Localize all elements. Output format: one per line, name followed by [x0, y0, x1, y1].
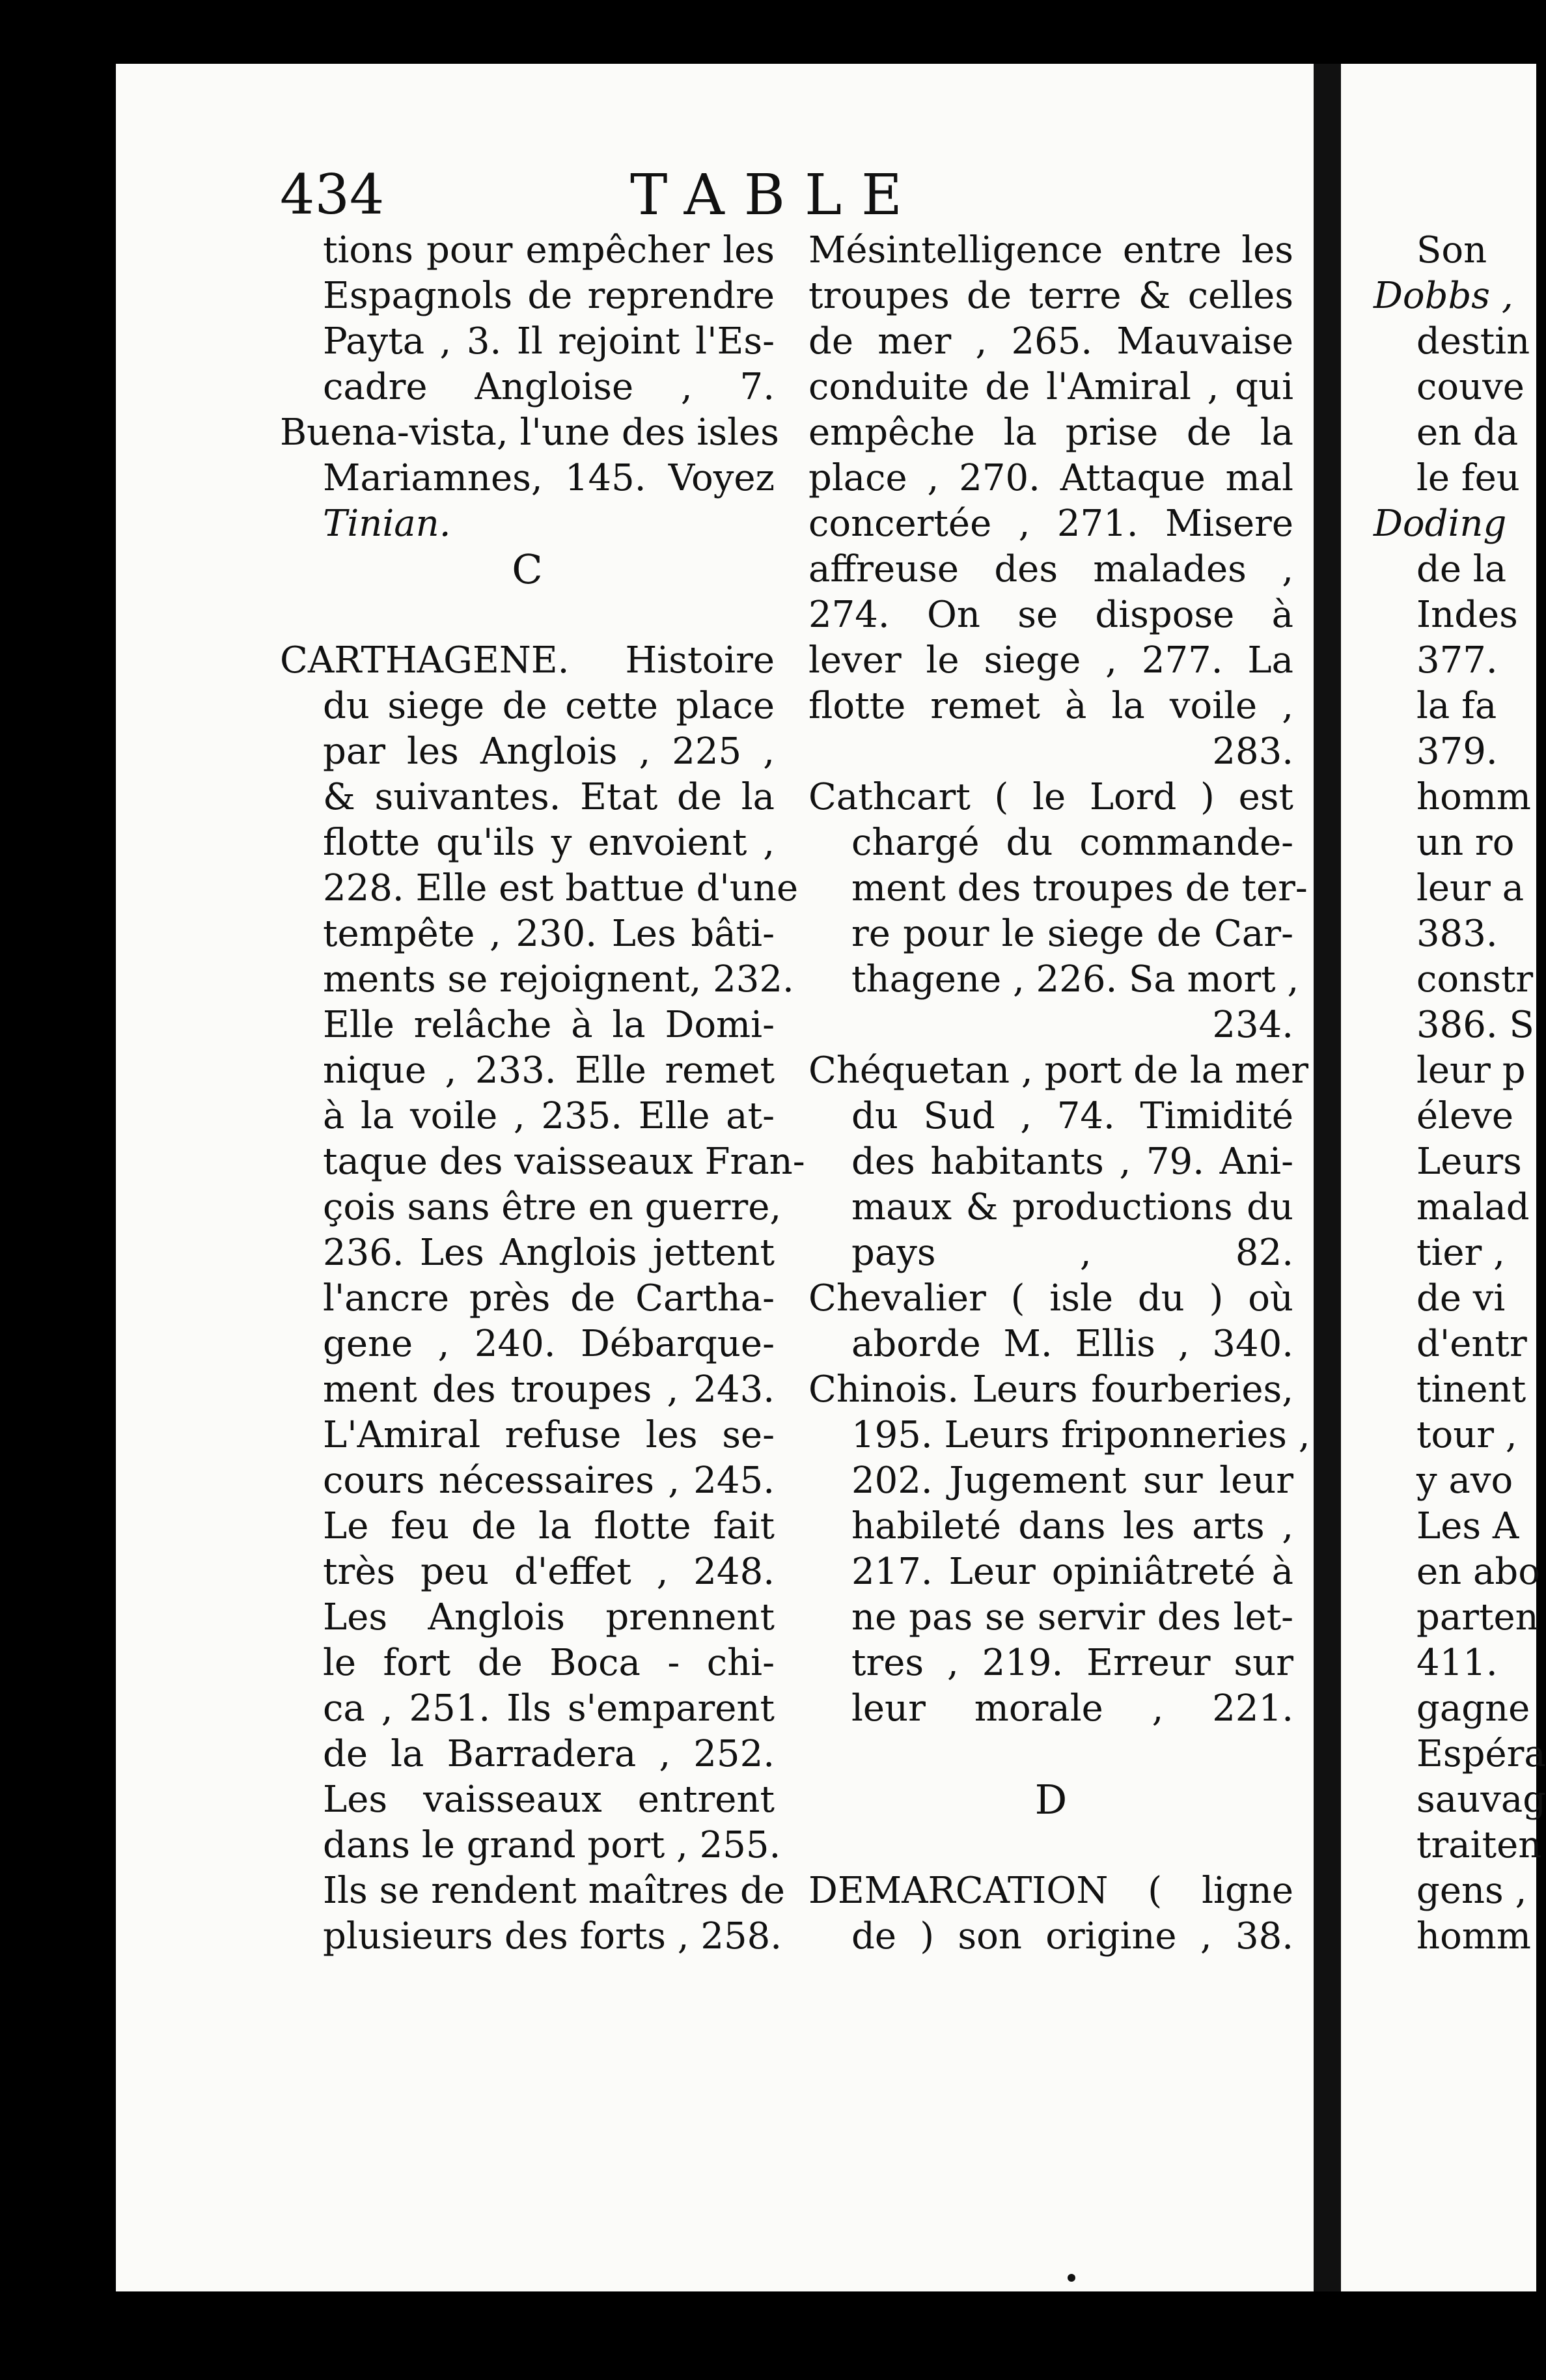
index-line: 236. Les Anglois jettent [323, 1232, 775, 1274]
index-line: gene , 240. Débarque- [323, 1323, 775, 1365]
index-line: Les vaisseaux entrent [323, 1778, 775, 1821]
index-line: malad [1416, 1186, 1530, 1228]
index-line: un ro [1416, 822, 1515, 864]
index-line: la fa [1416, 685, 1497, 727]
index-line: très peu d'effet , 248. [323, 1551, 775, 1593]
index-line: 234. [1212, 1004, 1293, 1046]
index-line: Espagnols de reprendre [323, 275, 775, 317]
index-line: ne pas se servir des let- [851, 1596, 1293, 1639]
index-line: Chevalier ( isle du ) où [808, 1277, 1293, 1320]
gutter [1314, 64, 1341, 2291]
index-line: cadre Angloise , 7. [323, 366, 775, 408]
index-line: en da [1416, 411, 1519, 454]
index-line: Indes [1416, 594, 1518, 636]
index-line: le fort de Boca - chi- [323, 1642, 775, 1684]
ink-dot [1068, 2274, 1075, 2282]
index-line: flotte remet à la voile , [808, 685, 1293, 727]
index-line: tier , [1416, 1232, 1505, 1274]
index-line: en abo [1416, 1551, 1540, 1593]
index-line: Espéra [1416, 1733, 1546, 1775]
index-line: empêche la prise de la [808, 411, 1293, 454]
index-line: C [512, 546, 543, 593]
index-line: 217. Leur opiniâtreté à [851, 1551, 1293, 1593]
index-line: ment des troupes , 243. [323, 1368, 775, 1411]
index-line: ments se rejoignent, 232. [323, 958, 794, 1001]
index-line: sauvag [1416, 1778, 1546, 1821]
index-line: 202. Jugement sur leur [851, 1460, 1293, 1502]
index-line: par les Anglois , 225 , [323, 730, 775, 773]
index-line [280, 592, 775, 638]
index-line: du siege de cette place [323, 685, 775, 727]
index-line: Buena-vista, l'une des isles [280, 411, 779, 454]
index-line: homm [1416, 776, 1531, 818]
index-line: Tinian. [323, 503, 451, 545]
index-line: à la voile , 235. Elle at- [323, 1095, 775, 1137]
index-line: Elle relâche à la Domi- [323, 1004, 775, 1046]
index-line: des habitants , 79. Ani- [851, 1141, 1293, 1183]
index-line: nique , 233. Elle remet [323, 1049, 775, 1092]
index-line: de mer , 265. Mauvaise [808, 320, 1293, 363]
index-line: d'entr [1416, 1323, 1527, 1365]
index-line: affreuse des malades , [808, 548, 1293, 590]
index-line: leur a [1416, 867, 1525, 909]
index-line: Ils se rendent maîtres de [323, 1870, 785, 1912]
index-line: du Sud , 74. Timidité [851, 1095, 1293, 1137]
page-number: 434 [280, 163, 385, 227]
index-line: de la Barradera , 252. [323, 1733, 775, 1775]
index-line: Les A [1416, 1505, 1519, 1547]
index-line: 195. Leurs friponneries , [851, 1414, 1310, 1456]
index-line: 283. [1212, 730, 1293, 773]
index-line: flotte qu'ils y envoient , [323, 822, 775, 864]
index-column-middle [808, 228, 1310, 1959]
index-line: aborde M. Ellis , 340. [851, 1323, 1293, 1365]
index-line: traiten [1416, 1824, 1542, 1866]
index-line: leur morale , 221. [851, 1687, 1293, 1730]
index-line: tres , 219. Erreur sur [851, 1642, 1293, 1684]
index-line: 383. [1416, 913, 1498, 955]
index-line: ca , 251. Ils s'emparent [323, 1687, 775, 1730]
index-line: Le feu de la flotte fait [323, 1505, 775, 1547]
index-line: Dobbs , [1373, 275, 1513, 317]
index-line: le feu [1416, 457, 1520, 499]
index-line: de ) son origine , 38. [851, 1915, 1293, 1958]
index-line: place , 270. Attaque mal [808, 457, 1293, 499]
index-line: çois sans être en guerre, [323, 1186, 782, 1228]
index-line: tempête , 230. Les bâti- [323, 913, 775, 955]
index-line: D [1034, 1776, 1068, 1823]
index-line: homm [1416, 1915, 1531, 1958]
index-line: Mariamnes, 145. Voyez [323, 457, 775, 499]
index-line: habileté dans les arts , [851, 1505, 1293, 1547]
index-line [808, 1823, 1293, 1868]
index-line: gagne [1416, 1687, 1530, 1730]
index-line: chargé du commande- [851, 822, 1293, 864]
index-line: L'Amiral refuse les se- [323, 1414, 775, 1456]
index-line: plusieurs des forts , 258. [323, 1915, 782, 1958]
index-line: 377. [1416, 639, 1498, 682]
index-line: 228. Elle est battue d'une [323, 867, 799, 909]
index-line: conduite de l'Amiral , qui [808, 366, 1293, 408]
index-line: parten [1416, 1596, 1539, 1639]
index-line: 379. [1416, 730, 1498, 773]
index-column-left [280, 228, 805, 1959]
index-line: tour , [1416, 1414, 1517, 1456]
index-line: & suivantes. Etat de la [323, 776, 775, 818]
index-line: cours nécessaires , 245. [323, 1460, 775, 1502]
index-line: constr [1416, 958, 1534, 1001]
index-line: 411. [1416, 1642, 1498, 1684]
index-line [808, 1732, 1293, 1777]
index-line: 386. S [1416, 1004, 1534, 1046]
index-line: Doding [1373, 503, 1507, 545]
index-line: dans le grand port , 255. [323, 1824, 781, 1866]
index-line: maux & productions du [851, 1186, 1293, 1228]
index-line: re pour le siege de Car- [851, 913, 1293, 955]
index-line: ment des troupes de ter- [851, 867, 1308, 909]
index-line: pays , 82. [851, 1232, 1293, 1274]
index-line: DEMARCATION ( ligne [808, 1870, 1293, 1912]
index-line: CARTHAGENE. Histoire [280, 639, 775, 682]
index-line: leur p [1416, 1049, 1526, 1092]
index-column-right-partial [1373, 228, 1546, 1959]
index-line: Son [1416, 229, 1487, 271]
index-line: Payta , 3. Il rejoint l'Es- [323, 320, 775, 363]
index-line: taque des vaisseaux Fran- [323, 1141, 805, 1183]
index-line: l'ancre près de Cartha- [323, 1277, 775, 1320]
index-line: tinent [1416, 1368, 1526, 1411]
index-line: de la [1416, 548, 1507, 590]
index-line: lever le siege , 277. La [808, 639, 1293, 682]
page-title: TABLE [630, 163, 922, 228]
index-line: Leurs [1416, 1141, 1522, 1183]
index-line: gens , [1416, 1870, 1527, 1912]
index-line: Mésintelligence entre les [808, 229, 1293, 271]
index-line: Chéquetan , port de la mer [808, 1049, 1309, 1092]
index-line: thagene , 226. Sa mort , [851, 958, 1299, 1001]
index-line: Chinois. Leurs fourberies, [808, 1368, 1293, 1411]
index-line: couve [1416, 366, 1525, 408]
index-line: y avo [1416, 1460, 1513, 1502]
index-line: concertée , 271. Misere [808, 503, 1293, 545]
index-line: de vi [1416, 1277, 1506, 1320]
index-line: troupes de terre & celles [808, 275, 1293, 317]
index-line: tions pour empêcher les [323, 229, 775, 271]
index-line: 274. On se dispose à [808, 594, 1293, 636]
index-line: Cathcart ( le Lord ) est [808, 776, 1293, 818]
index-line: destin [1416, 320, 1530, 363]
index-line: éleve [1416, 1095, 1513, 1137]
index-line: Les Anglois prennent [323, 1596, 775, 1639]
